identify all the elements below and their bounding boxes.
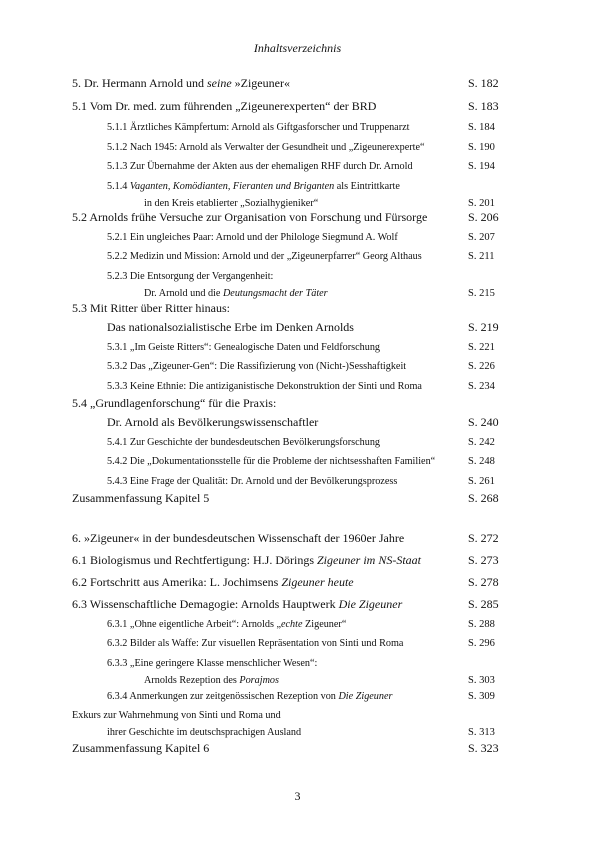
toc-entry-title: Exkurs zur Wahrnehmung von Sinti und Roma und — [72, 710, 281, 721]
toc-entry-title: 5.3.3 Keine Ethnie: Die antiziganistische Dekonstruktion der Sinti und Roma — [107, 381, 422, 392]
toc-page-number: S. 273 — [468, 553, 499, 567]
toc-page-number: S. 303 — [468, 675, 495, 686]
toc-entry-title: 5.4.1 Zur Geschichte der bundesdeutschen Bevölkerungsforschung — [107, 437, 381, 448]
toc-page-number: S. 182 — [468, 76, 499, 90]
toc-entry-title: 5.1.2 Nach 1945: Arnold als Verwalter der Gesundheit und „Zigeunerexperte“ — [107, 142, 425, 153]
toc-page-number: S. 309 — [468, 691, 495, 702]
toc-entry-title: 5.2.3 Die Entsorgung der Vergangenheit: — [107, 271, 274, 282]
toc-entry-title: 6. »Zigeuner« in der bundesdeutschen Wissenschaft der 1960er Jahre — [72, 531, 405, 545]
toc-entry-title: 6.3.1 „Ohne eigentliche Arbeit“: Arnolds „echte Zigeuner“ — [107, 619, 347, 630]
toc-page-number: S. 261 — [468, 476, 495, 487]
toc-page-number: S. 194 — [468, 161, 495, 172]
toc-entry-title: Dr. Arnold als Bevölkerungswissenschaftler — [107, 415, 319, 429]
toc-page-number: S. 285 — [468, 597, 499, 611]
toc-page-number: S. 221 — [468, 342, 495, 353]
toc-page-number: S. 207 — [468, 232, 495, 243]
toc-entry-title: 5.1.1 Ärztliches Kämpfertum: Arnold als Giftgasforscher und Truppenarzt — [107, 122, 410, 133]
toc-entry-title: Zusammenfassung Kapitel 5 — [72, 491, 210, 505]
toc-page-number: S. 278 — [468, 575, 499, 589]
toc-entry-title: 6.3 Wissenschaftliche Demagogie: Arnolds Hauptwerk Die Zigeuner — [72, 597, 403, 611]
page-header: Inhaltsverzeichnis — [253, 41, 342, 55]
toc-entry-title: 5.4.3 Eine Frage der Qualität: Dr. Arnold und der Bevölkerungsprozess — [107, 476, 398, 487]
toc-entry-title: 6.1 Biologismus und Rechtfertigung: H.J. Dörings Zigeuner im NS-Staat — [72, 553, 421, 567]
toc-entry-title: 5.1.4 Vaganten, Komödianten, Fieranten und Briganten als Eintrittkarte — [107, 181, 400, 192]
toc-entry-title: Zusammenfassung Kapitel 6 — [72, 741, 210, 755]
toc-entry-title: 5.3.2 Das „Zigeuner-Gen“: Die Rassifizierung von (Nicht-)Sesshaftigkeit — [107, 361, 407, 372]
toc-entry-title: 6.3.2 Bilder als Waffe: Zur visuellen Repräsentation von Sinti und Roma — [107, 638, 404, 649]
toc-page-number: S. 226 — [468, 361, 495, 372]
toc-page-number: S. 190 — [468, 142, 495, 153]
toc-page-number: S. 296 — [468, 638, 495, 649]
page-number: 3 — [294, 789, 301, 803]
toc-entry-title: 5.4.2 Die „Dokumentationsstelle für die Probleme der nichtsesshaften Familien“ — [107, 456, 436, 467]
toc-page-number: S. 323 — [468, 741, 499, 755]
toc-page-number: S. 206 — [468, 210, 499, 224]
toc-page-number: S. 242 — [468, 437, 495, 448]
toc-page-number: S. 219 — [468, 320, 499, 334]
toc-entry-title: 5.2.2 Medizin und Mission: Arnold und der „Zigeunerpfarrer“ Georg Althaus — [107, 251, 422, 262]
toc-page-number: S. 272 — [468, 531, 499, 545]
toc-page-number: S. 184 — [468, 122, 495, 133]
toc-page-number: S. 313 — [468, 727, 495, 738]
toc-page-number: S. 215 — [468, 288, 495, 299]
toc-page-number: S. 240 — [468, 415, 499, 429]
toc-entry-title: 6.3.3 „Eine geringere Klasse menschlicher Wesen“: — [107, 658, 318, 669]
toc-entry-title: in den Kreis etablierter „Sozialhygieniker“ — [144, 198, 319, 209]
toc-page-number: S. 201 — [468, 198, 495, 209]
toc-entry-title: 6.2 Fortschritt aus Amerika: L. Jochimsens Zigeuner heute — [72, 575, 354, 589]
toc-page-number: S. 211 — [468, 251, 495, 262]
toc-entry-title: 5.2 Arnolds frühe Versuche zur Organisation von Forschung und Fürsorge — [72, 210, 428, 224]
toc-entry-title: 5.1 Vom Dr. med. zum führenden „Zigeunerexperten“ der BRD — [72, 99, 377, 113]
toc-page-number: S. 268 — [468, 491, 499, 505]
toc-entry-title: Dr. Arnold und die Deutungsmacht der Täter — [144, 288, 328, 299]
toc-entry-title: 6.3.4 Anmerkungen zur zeitgenössischen Rezeption von Die Zigeuner — [107, 691, 393, 702]
toc-page-number: S. 248 — [468, 456, 495, 467]
toc-entry-title: 5.2.1 Ein ungleiches Paar: Arnold und der Philologe Siegmund A. Wolf — [107, 232, 398, 243]
toc-entry-title: Das nationalsozialistische Erbe im Denken Arnolds — [107, 320, 354, 334]
toc-entry-title: 5.1.3 Zur Übernahme der Akten aus der ehemaligen RHF durch Dr. Arnold — [107, 161, 413, 172]
toc-page-number: S. 234 — [468, 381, 495, 392]
toc-entry-title: 5.3.1 „Im Geiste Ritters“: Genealogische Daten und Feldforschung — [107, 342, 381, 353]
toc-entry-title: ihrer Geschichte im deutschsprachigen Ausland — [107, 727, 302, 738]
toc-page-number: S. 183 — [468, 99, 499, 113]
toc-entry-title: 5.4 „Grundlagenforschung“ für die Praxis: — [72, 396, 277, 410]
toc-entry-title: 5.3 Mit Ritter über Ritter hinaus: — [72, 301, 230, 315]
toc-entry-title: Arnolds Rezeption des Porajmos — [144, 675, 279, 686]
toc-entry-title: 5. Dr. Hermann Arnold und seine »Zigeuner« — [72, 76, 290, 90]
toc-page-number: S. 288 — [468, 619, 495, 630]
